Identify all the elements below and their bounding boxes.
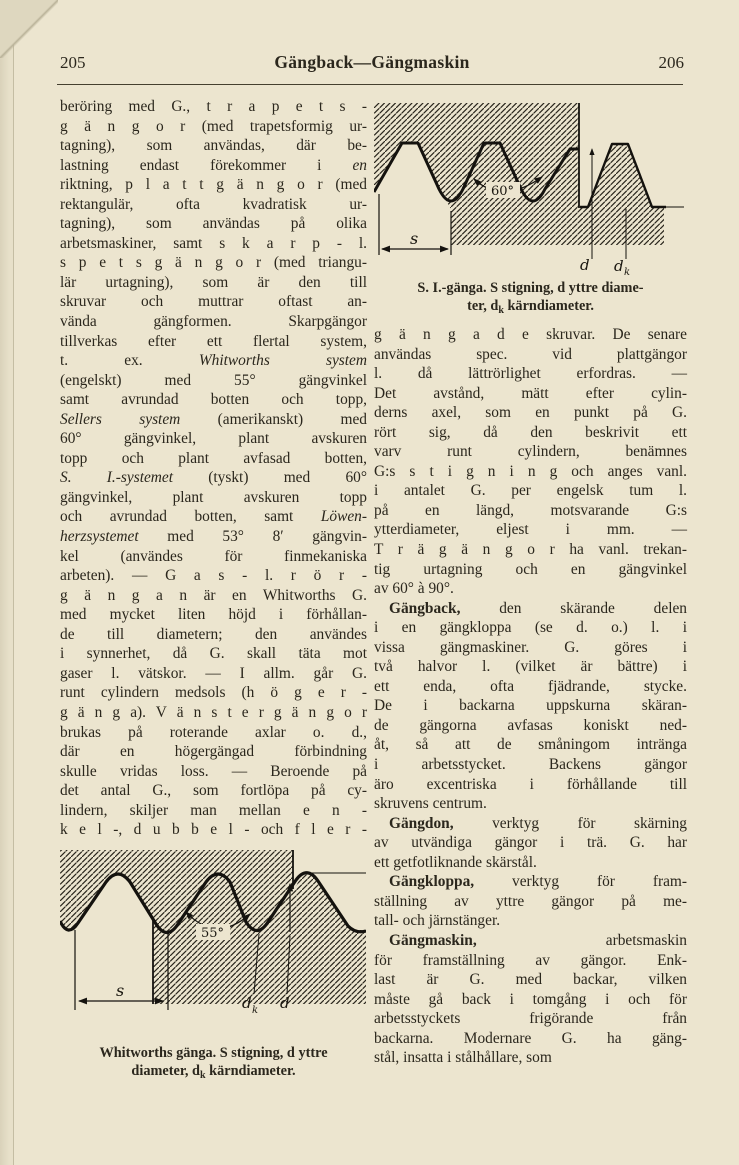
- text-segment: en: [352, 156, 367, 174]
- text-segment: t. ex.: [60, 352, 199, 370]
- text-line: [60, 253, 367, 273]
- core-diameter-subscript: k: [624, 267, 631, 275]
- text-line: [60, 644, 367, 664]
- text-line: [60, 566, 367, 586]
- text-segment: skruvar och muttrar oftast an-: [60, 293, 367, 311]
- text-line: [60, 351, 367, 371]
- text-line: [374, 990, 687, 1010]
- pitch-label: s: [410, 229, 419, 248]
- text-segment: Det avstånd, mätt efter cylin-: [374, 384, 687, 402]
- text-line: [374, 696, 687, 716]
- text-segment: diameter, d: [131, 1062, 200, 1079]
- text-segment: derns axel, som en punkt på G.: [374, 404, 687, 422]
- text-segment: g ä n g a n är en Whitworths G.: [60, 586, 367, 604]
- text-segment: k: [498, 305, 504, 316]
- text-line: [374, 403, 687, 423]
- text-line: [60, 175, 367, 195]
- text-segment: måste gå back i tomgång i och för: [374, 990, 687, 1008]
- whitworth-thread-diagram: [60, 846, 366, 1040]
- text-line: [60, 410, 367, 430]
- text-segment: Gängback,: [389, 599, 461, 617]
- text-line: [374, 677, 687, 697]
- text-line: [60, 214, 367, 234]
- text-line: [374, 384, 687, 404]
- text-segment: tall- och järnstänger.: [374, 912, 501, 930]
- text-line: [60, 781, 367, 801]
- text-segment: samt avrundad botten och topp,: [60, 391, 367, 409]
- text-segment: T r ä g ä n g o r ha vanl. trekan-: [374, 541, 687, 559]
- text-segment: g ä n g a). V ä n s t e r g ä n g o r: [60, 703, 367, 721]
- text-line: [374, 1009, 687, 1029]
- text-segment: de till diametern; den användes: [60, 625, 367, 643]
- text-line: [374, 911, 687, 931]
- text-segment: ställning av yttre gängor på me-: [374, 892, 687, 910]
- text-line: [60, 312, 367, 332]
- page-header: [60, 52, 684, 73]
- text-segment: två halvor l. (vilket är bättre) i: [374, 658, 687, 676]
- text-segment: rört sig, då den beskrivit ett: [374, 423, 687, 441]
- text-segment: kärndiameter.: [503, 298, 594, 314]
- text-line: [60, 547, 367, 567]
- text-segment: tillverkas efter ett flertal system,: [60, 332, 367, 350]
- text-segment: skulle vridas loss. — Beroende på: [60, 762, 367, 780]
- text-line: [374, 951, 687, 971]
- text-line: [374, 735, 687, 755]
- pitch-label: s: [116, 980, 125, 1000]
- text-segment: vända gängformen. Skarpgängor: [60, 313, 367, 331]
- text-line: [60, 117, 367, 137]
- text-segment: med mycket liten höjd i förhållan-: [60, 606, 367, 624]
- outer-diameter-label: d: [580, 256, 590, 274]
- text-segment: av 60° à 90°.: [374, 580, 454, 598]
- text-segment: arbetsmaskin: [476, 931, 687, 949]
- text-line: [60, 723, 367, 743]
- text-segment: lastning endast förekommer i: [60, 156, 353, 174]
- text-line: [60, 586, 367, 606]
- text-segment: verktyg för skärning: [453, 814, 687, 832]
- text-line: [374, 423, 687, 443]
- left-column-text: [60, 97, 367, 840]
- hatched-material: [374, 103, 664, 245]
- text-line: [60, 625, 367, 645]
- text-line: [60, 742, 367, 762]
- text-segment: i en gängkloppa (se d. o.) l. i: [374, 619, 687, 637]
- text-segment: arbeten). — G a s - l. r ö r -: [60, 567, 367, 585]
- text-segment: herzsystemet: [60, 528, 139, 546]
- text-segment: riktning, p l a t t g ä n g o r (med: [60, 176, 367, 194]
- page-edge: [0, 0, 14, 1165]
- text-segment: på en längd, motsvarande G:s: [374, 501, 687, 519]
- text-line: [60, 234, 367, 254]
- text-segment: (amerikanskt) med: [180, 410, 367, 428]
- text-line: [60, 762, 367, 782]
- outer-diameter-label: d: [280, 993, 290, 1012]
- text-segment: S. I.-systemet: [60, 469, 174, 487]
- text-line: [374, 599, 687, 619]
- text-segment: (tyskt) med 60°: [173, 469, 367, 487]
- text-segment: backarna. Modernare G. ha gäng-: [374, 1029, 687, 1047]
- text-line: [374, 501, 687, 521]
- text-line: [60, 429, 367, 449]
- text-line: [374, 345, 687, 365]
- text-segment: De i backarna uppskurna skäran-: [374, 697, 687, 715]
- page-corner-fold: [0, 0, 58, 58]
- text-segment: det antal G., som fortlöpa på cy-: [60, 782, 367, 800]
- text-segment: användas spec. vid plattgängor: [374, 345, 687, 363]
- text-line: [60, 527, 367, 547]
- text-segment: k e l -, d u b b e l - och f l e r -: [60, 821, 367, 839]
- text-segment: (engelskt) med 55° gängvinkel: [60, 371, 367, 389]
- text-line: [60, 195, 367, 215]
- text-segment: Gängdon,: [389, 814, 454, 832]
- text-segment: 60° gängvinkel, plant avskuren: [60, 430, 367, 448]
- text-line: [60, 449, 367, 469]
- text-segment: äro excentriska i förhållande till: [374, 775, 687, 793]
- left-column: [60, 97, 367, 1080]
- text-segment: och avrundad botten, samt: [60, 508, 321, 526]
- text-segment: stål, insatta i stålhållare, som: [374, 1049, 552, 1067]
- page-number-right: 206: [658, 53, 684, 72]
- text-segment: den skärande delen: [460, 599, 687, 617]
- text-segment: ett getfotliknande skärstål.: [374, 853, 537, 871]
- text-segment: s p e t s g ä n g o r (med triangu-: [60, 254, 367, 272]
- text-segment: i antalet G. per engelsk tum l.: [374, 482, 687, 500]
- text-line: [60, 97, 367, 117]
- thread-angle-label: 55°: [201, 925, 225, 941]
- text-line: [60, 605, 367, 625]
- text-line: [60, 664, 367, 684]
- text-segment: Gängmaskin,: [389, 931, 477, 949]
- core-diameter-label: d: [614, 257, 624, 275]
- text-line: [60, 488, 367, 508]
- core-diameter-subscript: k: [252, 1004, 259, 1016]
- text-segment: kärndiameter.: [205, 1062, 296, 1079]
- text-line: [60, 468, 367, 488]
- right-column-text: [374, 325, 687, 1068]
- text-line: [60, 1044, 367, 1062]
- text-line: [374, 931, 687, 951]
- text-segment: skruvens centrum.: [374, 795, 487, 813]
- text-segment: lär urtagning), som är den till: [60, 273, 367, 291]
- text-line: [60, 371, 367, 391]
- text-segment: last är G. med backar, vilken: [374, 971, 687, 989]
- text-segment: varv runt cylindern, benämnes: [374, 443, 687, 461]
- text-segment: med 53° 8′ gängvin-: [138, 528, 367, 546]
- text-segment: kel (användes för finmekaniska: [60, 547, 367, 565]
- header-rule: [57, 84, 683, 85]
- text-line: [374, 618, 687, 638]
- text-line: [60, 292, 367, 312]
- text-segment: Gängkloppa,: [389, 873, 475, 891]
- text-segment: brukas på roterande axlar o. d.,: [60, 723, 367, 741]
- text-line: [374, 540, 687, 560]
- core-diameter-label: d: [242, 993, 252, 1012]
- text-segment: ytterdiameter, eljest i mm. —: [374, 521, 687, 539]
- text-segment: åt, så att de småningom intränga: [374, 736, 687, 754]
- text-line: [60, 136, 367, 156]
- text-segment: rektangulär, ofta kvadratisk ur-: [60, 195, 367, 213]
- right-column: [374, 97, 687, 1068]
- text-segment: gängvinkel, plant avskuren topp: [60, 488, 367, 506]
- text-segment: lindern, skiljer man mellan e n -: [60, 801, 367, 819]
- text-segment: Sellers system: [60, 410, 181, 428]
- text-line: [374, 325, 687, 345]
- text-segment: g ä n g o r (med trapetsformig ur-: [60, 117, 367, 135]
- text-line: [60, 156, 367, 176]
- text-segment: S. I.-gänga. S stigning, d yttre diame-: [417, 280, 644, 296]
- text-segment: k: [200, 1069, 206, 1081]
- text-segment: ter, d: [467, 298, 499, 314]
- text-segment: av utvändiga gängor i trä. G. har: [374, 834, 687, 852]
- text-segment: vissa gängmaskiner. G. göres i: [374, 638, 687, 656]
- text-line: [60, 1062, 367, 1080]
- text-line: [374, 520, 687, 540]
- text-line: [374, 462, 687, 482]
- text-line: [374, 794, 687, 814]
- text-line: [374, 833, 687, 853]
- text-line: [374, 1048, 687, 1068]
- text-segment: topp och plant avfasad botten,: [60, 449, 367, 467]
- text-line: [60, 273, 367, 293]
- text-line: [60, 703, 367, 723]
- text-line: [374, 872, 687, 892]
- text-segment: Löwen-: [320, 508, 367, 526]
- text-line: [374, 775, 687, 795]
- text-segment: för framställning av gängor. Enk-: [374, 951, 687, 969]
- text-segment: ett enda, ofta fjädrande, stycke.: [374, 677, 687, 695]
- page-number-left: 205: [60, 53, 86, 72]
- text-line: [374, 1029, 687, 1049]
- text-line: [60, 801, 367, 821]
- text-line: [60, 683, 367, 703]
- text-line: [374, 814, 687, 834]
- text-segment: i synnerhet, då G. skall täta mot: [60, 645, 367, 663]
- text-line: [374, 279, 687, 297]
- whitworth-figure-caption: [60, 1044, 367, 1080]
- text-line: [374, 970, 687, 990]
- text-line: [374, 638, 687, 658]
- text-segment: arbetsmaskiner, samt s k a r p - l.: [60, 234, 367, 252]
- text-segment: i arbetsstycket. Backens gängor: [374, 756, 687, 774]
- text-segment: gaser l. vätskor. — I allm. går G.: [60, 664, 367, 682]
- text-line: [374, 297, 687, 315]
- text-segment: g ä n g a d e skruvar. De senare: [374, 326, 687, 343]
- text-segment: arbetsstyckets frigörande från: [374, 1010, 687, 1028]
- text-line: [374, 892, 687, 912]
- text-line: [374, 853, 687, 873]
- text-line: [374, 755, 687, 775]
- text-segment: där en högergängad förbindning: [60, 743, 367, 761]
- text-line: [60, 332, 367, 352]
- page-title: Gängback—Gängmaskin: [274, 52, 470, 72]
- text-line: [60, 390, 367, 410]
- text-segment: tagning), som användas på olika: [60, 215, 367, 233]
- thread-angle-label: 60°: [491, 184, 515, 199]
- text-segment: Whitworths gänga. S stigning, d yttre: [99, 1044, 328, 1061]
- text-line: [374, 481, 687, 501]
- text-line: [60, 820, 367, 840]
- text-segment: beröring med G., t r a p e t s -: [60, 98, 367, 115]
- text-line: [374, 716, 687, 736]
- text-segment: Whitworths system: [198, 352, 367, 370]
- text-segment: runt cylindern medsols (h ö g e r -: [60, 684, 367, 702]
- text-segment: tig urtagning och en gängvinkel: [374, 560, 687, 578]
- text-line: [374, 364, 687, 384]
- text-segment: G:s s t i g n i n g och anges vanl.: [374, 462, 687, 480]
- metric-figure-caption: [374, 279, 687, 315]
- text-line: [374, 579, 687, 599]
- metric-thread-diagram: [374, 97, 687, 275]
- text-line: [60, 507, 367, 527]
- text-segment: verktyg för fram-: [474, 873, 687, 891]
- text-segment: tagning), som användas, där be-: [60, 137, 367, 155]
- text-line: [374, 657, 687, 677]
- text-segment: l. då lättrörlighet erfordras. —: [374, 365, 687, 383]
- text-segment: de gängorna avfasas koniskt ned-: [374, 716, 687, 734]
- text-line: [374, 560, 687, 580]
- text-line: [374, 442, 687, 462]
